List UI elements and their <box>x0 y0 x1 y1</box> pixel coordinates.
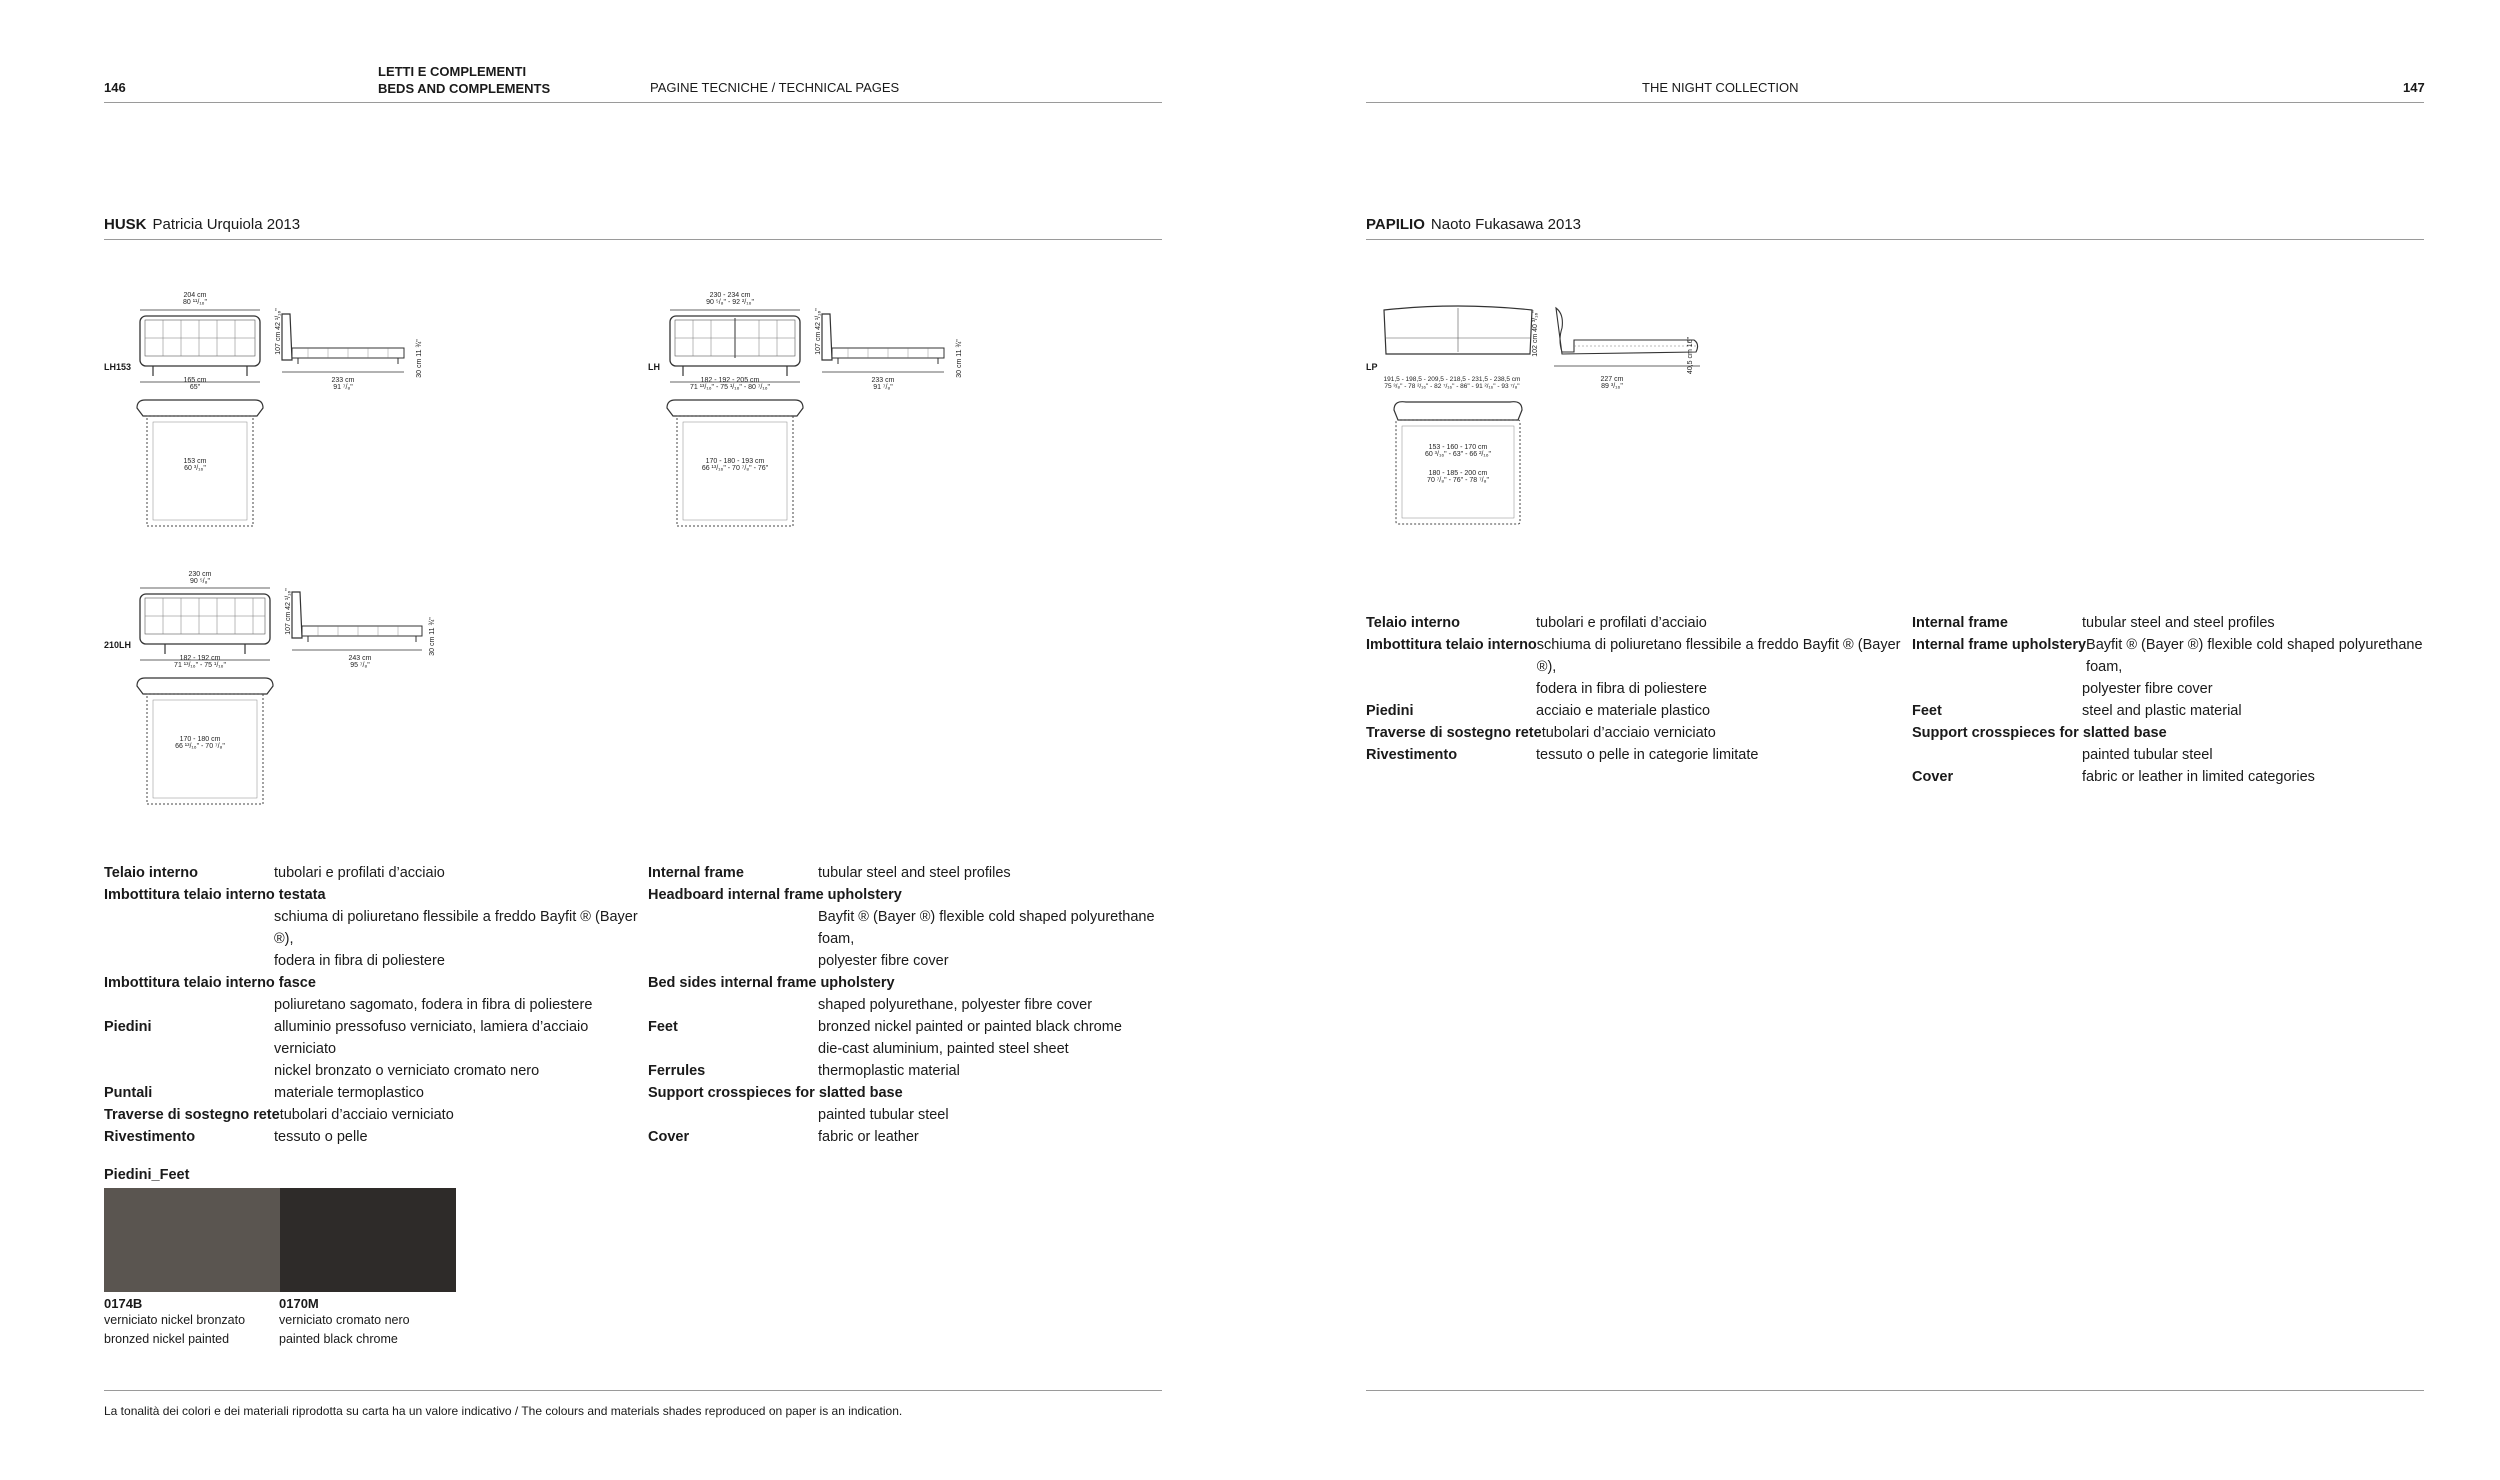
spec-value: bronzed nickel painted or painted black chrome <box>818 1019 1122 1035</box>
dim-mattress: 170 - 180 cm 66 ¹³/₁₆" - 70 ⁷/₈" <box>175 736 225 750</box>
spec-key: Feet <box>648 1019 678 1035</box>
swatch-label-0174b <box>104 1296 274 1349</box>
dim-width: 204 cm 80 ¹¹/₁₆" <box>182 292 207 306</box>
spec-row <box>104 906 644 950</box>
spec-key: Telaio interno <box>1366 615 1460 631</box>
swatch-code: 0170M <box>279 1296 319 1311</box>
spec-row <box>648 1104 1168 1126</box>
husk-name: HUSK <box>104 216 147 233</box>
swatch-code: 0174B <box>104 1296 143 1311</box>
spec-row <box>648 1016 1168 1038</box>
spec-value <box>316 972 644 994</box>
dim-height: 102 cm 40 ³/₁₆" <box>1531 310 1539 357</box>
dim-width: 230 cm 90 ⁵/₈" <box>188 571 212 585</box>
spec-value: Bayfit ® (Bayer ®) flexible cold shaped polyurethane foam, <box>818 909 1155 947</box>
spec-key: Internal frame <box>1912 615 2008 631</box>
spec-key: Traverse di sostegno rete <box>104 1107 280 1123</box>
spec-row <box>1366 700 1906 722</box>
bed-top-view <box>1388 398 1528 528</box>
spec-row <box>1912 766 2432 788</box>
spec-value: tessuto o pelle in categorie limitate <box>1536 747 1759 763</box>
spec-value: fabric or leather <box>818 1129 919 1145</box>
spec-row <box>648 884 1168 906</box>
spec-row <box>648 862 1168 884</box>
spec-value: materiale termoplastico <box>274 1085 424 1101</box>
dim-mattress: 153 cm 60 ³/₁₆" <box>183 458 207 472</box>
spec-key <box>1912 744 2082 766</box>
bed-side-view <box>278 312 428 382</box>
spec-key <box>648 994 818 1016</box>
spec-row <box>1366 634 1906 678</box>
left-header-rule <box>104 102 1162 103</box>
spec-key <box>1912 678 2082 700</box>
spec-value: tubolari d’acciaio verniciato <box>1541 725 1716 741</box>
spec-key: Internal frame <box>648 865 744 881</box>
dim-length: 243 cm 95 ⁷/₈" <box>348 655 372 669</box>
spec-value: thermoplastic material <box>818 1063 960 1079</box>
dim-seat-height: 30 cm 11 ¾" <box>428 617 436 656</box>
spec-row <box>104 884 644 906</box>
spec-value: fabric or leather in limited categories <box>2082 769 2315 785</box>
spec-row <box>1366 722 1906 744</box>
swatch-desc-it: verniciato nickel bronzato <box>104 1313 246 1327</box>
model-code: 210LH <box>104 640 132 650</box>
spec-key <box>1366 678 1536 700</box>
spec-key: Imbottitura telaio interno fasce <box>104 975 316 991</box>
spec-value: painted tubular steel <box>818 1107 949 1123</box>
spec-key <box>648 1038 818 1060</box>
husk-title <box>104 216 300 233</box>
papilio-name: PAPILIO <box>1366 216 1425 233</box>
spec-value: Bayfit ® (Bayer ®) flexible cold shaped polyurethane foam, <box>2086 637 2423 675</box>
spec-key: Traverse di sostegno rete <box>1366 725 1542 741</box>
spec-key: Cover <box>1912 769 1954 785</box>
dim-seat-height: 40,5 cm 16" <box>1687 336 1695 375</box>
spec-key: Puntali <box>104 1085 153 1101</box>
spec-key: Support crosspieces for slatted base <box>648 1085 903 1101</box>
dim-seat-height: 30 cm 11 ¾" <box>955 339 963 378</box>
spec-key: Piedini <box>1366 703 1414 719</box>
spec-row <box>104 1104 644 1126</box>
spec-row <box>648 950 1168 972</box>
section-title-en: BEDS AND COMPLEMENTS <box>378 81 551 96</box>
spec-row <box>648 994 1168 1016</box>
model-code: LH153 <box>104 362 132 372</box>
spec-row <box>1912 678 2432 700</box>
spec-value: tubolari e profilati d’acciaio <box>274 865 445 881</box>
spec-key <box>104 906 274 950</box>
spec-key <box>104 994 274 1016</box>
papilio-title <box>1366 216 1581 233</box>
spec-value <box>326 884 644 906</box>
papilio-specs-it <box>1366 612 1906 766</box>
bed-side-view <box>288 590 438 660</box>
spec-row <box>1366 678 1906 700</box>
spec-value: alluminio pressofuso verniciato, lamiera d’acciaio verniciato <box>274 1019 589 1057</box>
left-footer-rule <box>104 1390 1162 1391</box>
swatch-0174b <box>104 1188 280 1292</box>
spec-value: polyester fibre cover <box>818 953 949 969</box>
spec-value <box>903 1082 1168 1104</box>
bed-side-view <box>1550 304 1710 374</box>
spec-value: tubular steel and steel profiles <box>818 865 1011 881</box>
spec-row <box>648 1060 1168 1082</box>
spec-key: Internal frame upholstery <box>1912 637 2087 653</box>
spec-value: tubular steel and steel profiles <box>2082 615 2275 631</box>
swatch-0170m <box>280 1188 456 1292</box>
spec-key: Imbottitura telaio interno testata <box>104 887 326 903</box>
spec-key: Bed sides internal frame upholstery <box>648 975 895 991</box>
headboard-front-view <box>1378 304 1538 374</box>
spec-key <box>104 1060 274 1082</box>
spec-row <box>648 1082 1168 1104</box>
dim-length: 233 cm 91 ⁷/₈" <box>331 377 355 391</box>
spec-value: steel and plastic material <box>2082 703 2242 719</box>
model-code: LP <box>1366 362 1378 372</box>
dim-inner: 165 cm 65" <box>183 377 207 391</box>
spec-value: die-cast aluminium, painted steel sheet <box>818 1041 1069 1057</box>
spec-value: schiuma di poliuretano flessibile a freddo Bayfit ® (Bayer ®), <box>1536 637 1901 675</box>
spec-key <box>648 950 818 972</box>
spec-key <box>648 1104 818 1126</box>
left-page-number: 146 <box>104 80 126 95</box>
spec-key: Imbottitura telaio interno <box>1366 637 1537 653</box>
dim-height: 107 cm 42 ¹/₁₆" <box>814 308 822 355</box>
right-page-number: 147 <box>2403 80 2425 95</box>
spec-key: Telaio interno <box>104 865 198 881</box>
spec-value: fodera in fibra di poliestere <box>274 953 445 969</box>
spec-value: painted tubular steel <box>2082 747 2213 763</box>
spec-row <box>1912 612 2432 634</box>
dim-inner: 182 - 192 cm 71 ¹³/₁₆" - 75 ¹/₁₆" <box>174 655 226 669</box>
spec-row <box>648 1038 1168 1060</box>
spec-value: acciaio e materiale plastico <box>1536 703 1711 719</box>
spec-row <box>104 1016 644 1060</box>
spec-key: Ferrules <box>648 1063 706 1079</box>
spec-row <box>1366 744 1906 766</box>
spec-row <box>104 994 644 1016</box>
spec-row <box>1912 722 2432 744</box>
section-title <box>378 63 550 97</box>
spec-row <box>1912 744 2432 766</box>
dim-length: 227 cm 89 ³/₁₆" <box>1600 376 1624 390</box>
spec-key: Rivestimento <box>104 1129 196 1145</box>
right-footer-rule <box>1366 1390 2424 1391</box>
spec-key: Rivestimento <box>1366 747 1458 763</box>
swatch-row <box>104 1188 456 1292</box>
section-title-it: LETTI E COMPLEMENTI <box>378 64 527 79</box>
swatch-desc-it: verniciato cromato nero <box>279 1313 410 1327</box>
dim-seat-height: 30 cm 11 ¾" <box>415 339 423 378</box>
spec-value: nickel bronzato o verniciato cromato nero <box>274 1063 540 1079</box>
husk-specs-en <box>648 862 1168 1148</box>
dim-length: 233 cm 91 ⁷/₈" <box>871 377 895 391</box>
spec-row <box>648 906 1168 950</box>
dim-inner: 182 - 192 - 205 cm 71 ¹³/₁₆" - 75 ¹/₁₆" - 80 ⁷/₁₆" <box>690 377 771 391</box>
spec-value: tubolari e profilati d’acciaio <box>1536 615 1707 631</box>
dim-height: 107 cm 42 ¹/₁₆" <box>284 588 292 635</box>
spec-row <box>648 972 1168 994</box>
spec-value: schiuma di poliuretano flessibile a freddo Bayfit ® (Bayer ®), <box>274 909 638 947</box>
dim-height: 107 cm 42 ¹/₁₆" <box>274 308 282 355</box>
right-header-rule <box>1366 102 2424 103</box>
spec-row <box>104 1060 644 1082</box>
spec-value: tessuto o pelle <box>274 1129 368 1145</box>
papilio-designer: Naoto Fukasawa 2013 <box>1430 216 1582 233</box>
swatch-desc-en: painted black chrome <box>279 1332 398 1346</box>
spec-row <box>104 862 644 884</box>
spec-row <box>104 972 644 994</box>
footer-note: La tonalità dei colori e dei materiali riprodotta su carta ha un valore indicativo / The colours and materials shades reproduced on paper is an indication. <box>104 1404 903 1418</box>
model-code: LH <box>648 362 660 372</box>
spec-value: polyester fibre cover <box>2082 681 2213 697</box>
spec-value: shaped polyurethane, polyester fibre cover <box>818 997 1093 1013</box>
husk-designer: Patricia Urquiola 2013 <box>152 216 301 233</box>
spec-value: tubolari d’acciaio verniciato <box>279 1107 454 1123</box>
spec-value: fodera in fibra di poliestere <box>1536 681 1707 697</box>
dim-width: 230 - 234 cm 90 ⁵/₈" - 92 ²/₁₆" <box>706 292 754 306</box>
spec-value: poliuretano sagomato, fodera in fibra di poliestere <box>274 997 593 1013</box>
papilio-title-rule <box>1366 239 2424 240</box>
spec-value <box>895 972 1168 994</box>
spec-value <box>2167 722 2432 744</box>
swatch-desc-en: bronzed nickel painted <box>104 1332 230 1346</box>
spec-row <box>104 1082 644 1104</box>
spec-value <box>902 884 1168 906</box>
dim-mattress-b: 180 - 185 - 200 cm 70 ⁷/₈" - 76" - 78 ⁷/₈" <box>1427 470 1489 484</box>
spec-row <box>648 1126 1168 1148</box>
bed-side-view <box>818 312 968 382</box>
spec-key: Cover <box>648 1129 690 1145</box>
spec-key: Feet <box>1912 703 1942 719</box>
dim-mattress: 170 - 180 - 193 cm 66 ¹³/₁₆" - 70 ⁷/₈" - 76" <box>701 458 769 472</box>
spec-row <box>104 950 644 972</box>
spec-row <box>104 1126 644 1148</box>
spec-key <box>104 950 274 972</box>
swatch-label-0170m <box>279 1296 449 1349</box>
husk-title-rule <box>104 239 1162 240</box>
feet-title: Piedini_Feet <box>104 1167 190 1183</box>
spec-row <box>1912 700 2432 722</box>
spec-row <box>1366 612 1906 634</box>
spec-key <box>648 906 818 950</box>
spec-key: Support crosspieces for slatted base <box>1912 725 2167 741</box>
dim-width: 191,5 - 198,5 - 209,5 - 218,5 - 231,5 - 238,5 cm 75 ³/₈" - 78 ²/₁₆" - 82 ⁷/₁₆" - 86" - 91 ²/₁₆" - 93 ⁷/₈" <box>1383 376 1521 390</box>
spec-row <box>1912 634 2432 678</box>
spec-key: Piedini <box>104 1019 152 1035</box>
husk-specs-it <box>104 862 644 1148</box>
papilio-specs-en <box>1912 612 2432 788</box>
spec-key: Headboard internal frame upholstery <box>648 887 902 903</box>
dim-mattress-a: 153 - 160 - 170 cm 60 ³/₁₆" - 63" - 66 ²/₁₆" <box>1424 444 1492 458</box>
collection-title: THE NIGHT COLLECTION <box>1642 80 1799 95</box>
left-page-subtitle: PAGINE TECNICHE / TECHNICAL PAGES <box>650 80 900 95</box>
